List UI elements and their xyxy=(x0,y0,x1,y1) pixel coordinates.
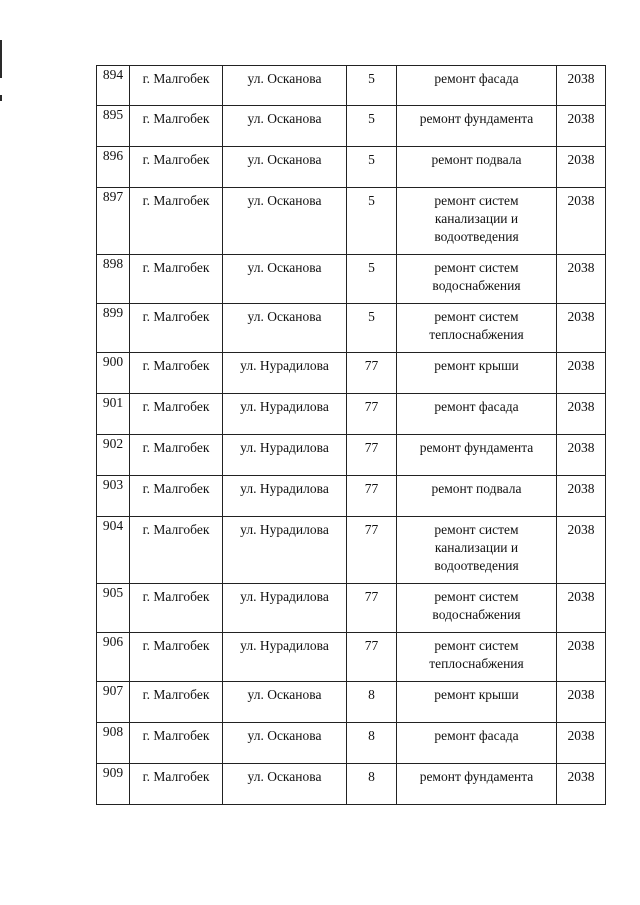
year-cell-text: 2038 xyxy=(567,481,595,496)
house-number-cell-text: 5 xyxy=(368,309,375,324)
street-cell xyxy=(223,584,347,633)
year-cell xyxy=(557,106,606,147)
city-cell-text: г. Малгобек xyxy=(142,522,210,537)
street-cell-text: ул. Осканова xyxy=(247,71,322,86)
street-cell-text: ул. Осканова xyxy=(247,309,322,324)
work-type-cell xyxy=(397,304,557,353)
year-cell-text: 2038 xyxy=(567,728,595,743)
table-row xyxy=(97,394,606,435)
city-cell xyxy=(130,517,223,584)
house-number-cell-text: 8 xyxy=(368,728,375,743)
city-cell xyxy=(130,584,223,633)
work-type-cell-text: ремонт фундамента xyxy=(419,111,534,126)
table-body xyxy=(97,66,606,805)
street-cell xyxy=(223,188,347,255)
house-number-cell xyxy=(347,764,397,805)
year-cell-text: 2038 xyxy=(567,71,595,86)
year-cell xyxy=(557,633,606,682)
row-number-cell-text: 906 xyxy=(102,634,124,649)
city-cell-text: г. Малгобек xyxy=(142,728,210,743)
year-cell xyxy=(557,682,606,723)
street-cell xyxy=(223,633,347,682)
table-row xyxy=(97,633,606,682)
street-cell xyxy=(223,764,347,805)
row-number-cell xyxy=(97,147,130,188)
city-cell xyxy=(130,633,223,682)
work-type-cell xyxy=(397,517,557,584)
row-number-cell xyxy=(97,106,130,147)
city-cell-text: г. Малгобек xyxy=(142,687,210,702)
house-number-cell-text: 77 xyxy=(364,399,379,414)
table-row xyxy=(97,584,606,633)
city-cell xyxy=(130,723,223,764)
work-type-cell xyxy=(397,394,557,435)
table-row xyxy=(97,764,606,805)
house-number-cell-text: 77 xyxy=(364,589,379,604)
year-cell xyxy=(557,255,606,304)
street-cell-text: ул. Нурадилова xyxy=(240,638,329,653)
house-number-cell xyxy=(347,188,397,255)
row-number-cell xyxy=(97,517,130,584)
city-cell-text: г. Малгобек xyxy=(142,440,210,455)
row-number-cell-text: 904 xyxy=(102,518,124,533)
row-number-cell xyxy=(97,255,130,304)
row-number-cell xyxy=(97,476,130,517)
row-number-cell xyxy=(97,66,130,106)
city-cell xyxy=(130,682,223,723)
city-cell-text: г. Малгобек xyxy=(142,309,210,324)
table-row xyxy=(97,304,606,353)
row-number-cell-text: 895 xyxy=(102,107,124,122)
row-number-cell xyxy=(97,353,130,394)
row-number-cell-text: 894 xyxy=(102,67,124,82)
work-type-cell xyxy=(397,682,557,723)
row-number-cell-text: 898 xyxy=(102,256,124,271)
year-cell xyxy=(557,147,606,188)
house-number-cell-text: 5 xyxy=(368,71,375,86)
year-cell xyxy=(557,517,606,584)
row-number-cell xyxy=(97,394,130,435)
year-cell xyxy=(557,435,606,476)
year-cell xyxy=(557,394,606,435)
house-number-cell xyxy=(347,106,397,147)
row-number-cell-text: 909 xyxy=(102,765,124,780)
table-row xyxy=(97,106,606,147)
street-cell-text: ул. Осканова xyxy=(247,152,322,167)
row-number-cell xyxy=(97,435,130,476)
city-cell-text: г. Малгобек xyxy=(142,769,210,784)
work-type-cell-text: ремонт фундамента xyxy=(419,769,534,784)
house-number-cell xyxy=(347,682,397,723)
table-row xyxy=(97,476,606,517)
row-number-cell-text: 896 xyxy=(102,148,124,163)
city-cell-text: г. Малгобек xyxy=(142,193,210,208)
house-number-cell xyxy=(347,476,397,517)
year-cell-text: 2038 xyxy=(567,152,595,167)
street-cell-text: ул. Осканова xyxy=(247,728,322,743)
work-type-cell xyxy=(397,147,557,188)
house-number-cell xyxy=(347,435,397,476)
street-cell-text: ул. Осканова xyxy=(247,687,322,702)
street-cell xyxy=(223,255,347,304)
city-cell xyxy=(130,435,223,476)
street-cell-text: ул. Нурадилова xyxy=(240,522,329,537)
street-cell xyxy=(223,353,347,394)
work-type-cell xyxy=(397,435,557,476)
house-number-cell-text: 8 xyxy=(368,769,375,784)
year-cell-text: 2038 xyxy=(567,358,595,373)
house-number-cell xyxy=(347,147,397,188)
row-number-cell-text: 907 xyxy=(102,683,124,698)
work-type-cell xyxy=(397,66,557,106)
street-cell-text: ул. Осканова xyxy=(247,260,322,275)
street-cell xyxy=(223,147,347,188)
row-number-cell-text: 903 xyxy=(102,477,124,492)
work-type-cell-text: ремонт систем водоснабжения xyxy=(432,260,521,293)
year-cell-text: 2038 xyxy=(567,687,595,702)
work-type-cell-text: ремонт систем водоснабжения xyxy=(432,589,521,622)
year-cell xyxy=(557,188,606,255)
city-cell xyxy=(130,353,223,394)
work-type-cell-text: ремонт подвала xyxy=(431,152,522,167)
table-row xyxy=(97,147,606,188)
year-cell-text: 2038 xyxy=(567,399,595,414)
house-number-cell xyxy=(347,723,397,764)
row-number-cell-text: 901 xyxy=(102,395,124,410)
street-cell-text: ул. Осканова xyxy=(247,769,322,784)
city-cell xyxy=(130,394,223,435)
street-cell xyxy=(223,476,347,517)
row-number-cell-text: 900 xyxy=(102,354,124,369)
year-cell xyxy=(557,764,606,805)
work-type-cell-text: ремонт фасада xyxy=(434,728,519,743)
row-number-cell xyxy=(97,584,130,633)
city-cell xyxy=(130,304,223,353)
city-cell-text: г. Малгобек xyxy=(142,481,210,496)
city-cell xyxy=(130,476,223,517)
house-number-cell-text: 5 xyxy=(368,193,375,208)
city-cell-text: г. Малгобек xyxy=(142,260,210,275)
street-cell xyxy=(223,106,347,147)
row-number-cell xyxy=(97,188,130,255)
row-number-cell-text: 902 xyxy=(102,436,124,451)
city-cell-text: г. Малгобек xyxy=(142,71,210,86)
work-type-cell-text: ремонт фундамента xyxy=(419,440,534,455)
row-number-cell-text: 897 xyxy=(102,189,124,204)
table-row xyxy=(97,353,606,394)
street-cell-text: ул. Осканова xyxy=(247,111,322,126)
row-number-cell-text: 905 xyxy=(102,585,124,600)
row-number-cell xyxy=(97,764,130,805)
work-type-cell-text: ремонт фасада xyxy=(434,399,519,414)
house-number-cell-text: 77 xyxy=(364,522,379,537)
table-row xyxy=(97,255,606,304)
house-number-cell xyxy=(347,304,397,353)
house-number-cell-text: 5 xyxy=(368,260,375,275)
street-cell xyxy=(223,682,347,723)
city-cell-text: г. Малгобек xyxy=(142,358,210,373)
house-number-cell xyxy=(347,633,397,682)
work-type-cell xyxy=(397,353,557,394)
house-number-cell-text: 77 xyxy=(364,358,379,373)
row-number-cell xyxy=(97,723,130,764)
work-type-cell xyxy=(397,476,557,517)
street-cell xyxy=(223,435,347,476)
house-number-cell xyxy=(347,584,397,633)
year-cell xyxy=(557,353,606,394)
year-cell-text: 2038 xyxy=(567,193,595,208)
street-cell-text: ул. Нурадилова xyxy=(240,481,329,496)
table-row xyxy=(97,188,606,255)
work-type-cell xyxy=(397,255,557,304)
year-cell xyxy=(557,304,606,353)
year-cell-text: 2038 xyxy=(567,589,595,604)
house-number-cell-text: 77 xyxy=(364,481,379,496)
city-cell-text: г. Малгобек xyxy=(142,399,210,414)
work-type-cell xyxy=(397,584,557,633)
house-number-cell xyxy=(347,255,397,304)
work-type-cell-text: ремонт крыши xyxy=(434,687,519,702)
table-row xyxy=(97,723,606,764)
table-row xyxy=(97,682,606,723)
year-cell xyxy=(557,476,606,517)
work-type-cell xyxy=(397,188,557,255)
year-cell xyxy=(557,66,606,106)
scan-edge-mark xyxy=(0,95,2,101)
street-cell-text: ул. Нурадилова xyxy=(240,399,329,414)
city-cell xyxy=(130,255,223,304)
house-number-cell-text: 8 xyxy=(368,687,375,702)
table-row xyxy=(97,435,606,476)
city-cell xyxy=(130,188,223,255)
street-cell xyxy=(223,66,347,106)
street-cell-text: ул. Осканова xyxy=(247,193,322,208)
repair-schedule-table xyxy=(96,65,606,805)
table-row xyxy=(97,66,606,106)
work-type-cell-text: ремонт фасада xyxy=(434,71,519,86)
city-cell xyxy=(130,764,223,805)
row-number-cell-text: 908 xyxy=(102,724,124,739)
year-cell-text: 2038 xyxy=(567,522,595,537)
house-number-cell-text: 77 xyxy=(364,440,379,455)
city-cell-text: г. Малгобек xyxy=(142,638,210,653)
work-type-cell-text: ремонт систем канализации и водоотведения xyxy=(434,193,519,244)
work-type-cell xyxy=(397,633,557,682)
street-cell xyxy=(223,517,347,584)
year-cell-text: 2038 xyxy=(567,260,595,275)
street-cell-text: ул. Нурадилова xyxy=(240,440,329,455)
city-cell xyxy=(130,106,223,147)
city-cell xyxy=(130,66,223,106)
city-cell-text: г. Малгобек xyxy=(142,589,210,604)
row-number-cell xyxy=(97,633,130,682)
table-row xyxy=(97,517,606,584)
house-number-cell xyxy=(347,394,397,435)
city-cell xyxy=(130,147,223,188)
scan-edge-mark xyxy=(0,40,2,78)
row-number-cell xyxy=(97,682,130,723)
year-cell-text: 2038 xyxy=(567,440,595,455)
house-number-cell-text: 5 xyxy=(368,152,375,167)
work-type-cell-text: ремонт систем теплоснабжения xyxy=(429,309,524,342)
work-type-cell-text: ремонт крыши xyxy=(434,358,519,373)
city-cell-text: г. Малгобек xyxy=(142,152,210,167)
street-cell-text: ул. Нурадилова xyxy=(240,589,329,604)
city-cell-text: г. Малгобек xyxy=(142,111,210,126)
street-cell xyxy=(223,304,347,353)
year-cell-text: 2038 xyxy=(567,111,595,126)
year-cell xyxy=(557,584,606,633)
house-number-cell xyxy=(347,353,397,394)
street-cell-text: ул. Нурадилова xyxy=(240,358,329,373)
work-type-cell xyxy=(397,764,557,805)
house-number-cell-text: 77 xyxy=(364,638,379,653)
work-type-cell-text: ремонт систем канализации и водоотведения xyxy=(434,522,519,573)
house-number-cell xyxy=(347,66,397,106)
house-number-cell-text: 5 xyxy=(368,111,375,126)
work-type-cell xyxy=(397,106,557,147)
year-cell-text: 2038 xyxy=(567,309,595,324)
street-cell xyxy=(223,394,347,435)
year-cell-text: 2038 xyxy=(567,769,595,784)
house-number-cell xyxy=(347,517,397,584)
year-cell xyxy=(557,723,606,764)
row-number-cell-text: 899 xyxy=(102,305,124,320)
year-cell-text: 2038 xyxy=(567,638,595,653)
work-type-cell xyxy=(397,723,557,764)
row-number-cell xyxy=(97,304,130,353)
work-type-cell-text: ремонт систем теплоснабжения xyxy=(429,638,524,671)
work-type-cell-text: ремонт подвала xyxy=(431,481,522,496)
street-cell xyxy=(223,723,347,764)
